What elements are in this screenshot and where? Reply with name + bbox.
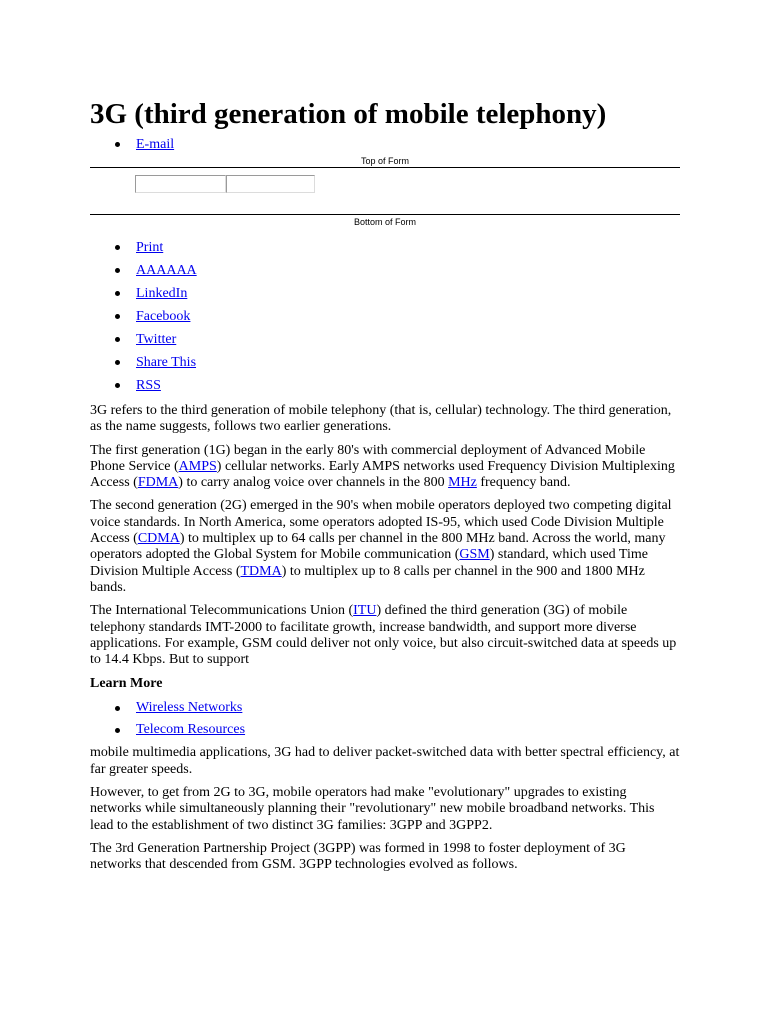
print-link[interactable]: Print [136,240,164,255]
form-input-2[interactable] [226,175,315,193]
list-item [90,719,680,741]
gsm-link[interactable]: GSM [459,547,490,563]
mhz-link[interactable]: MHz [448,475,477,491]
bottom-of-form-label: Bottom of Form [353,217,416,227]
text-span: ) standard, which used Time Division Multiple Access ( [90,547,648,579]
list-item [90,374,680,397]
rss-link[interactable]: RSS [136,378,161,393]
form-input-1[interactable] [135,175,226,193]
top-of-form-label: Top of Form [360,156,409,166]
paragraph-2g [90,498,680,596]
amps-link[interactable]: AMPS [178,458,217,474]
facebook-link[interactable]: Facebook [136,309,191,324]
paragraph-3gpp: The 3rd Generation Partnership Project (3GPP) was formed in 1998 to foster deployment of 3G networks that descended from GSM. 3GPP technologies evolved as follows. [90,840,626,873]
text-span: frequency band. [476,475,571,491]
form-area [90,168,680,214]
paragraph-3g-itu [90,603,680,668]
article [90,96,680,881]
list-item [90,697,680,719]
twitter-link[interactable]: Twitter [136,332,177,347]
share-list [90,236,680,397]
text-span: ) to carry analog voice over channels in the 800 [178,475,449,491]
list-item [90,136,680,154]
tdma-link[interactable]: TDMA [240,563,282,579]
wireless-networks-link[interactable]: Wireless Networks [136,700,243,716]
text-size-link[interactable]: AAAAAA [136,263,197,278]
learn-more-list [90,697,680,741]
email-list [90,136,680,154]
paragraph-multimedia: mobile multimedia applications, 3G had to deliver packet-switched data with better spectral efficiency, at far greater speeds. [90,745,680,777]
learn-more-heading: Learn More [90,676,163,692]
text-span: The International Telecommunications Union ( [90,603,354,619]
paragraph-intro: 3G refers to the third generation of mobile telephony (that is, cellular) technology. The third generation, as the name suggests, follows two earlier generations. [90,403,672,435]
paragraph-1g [90,443,680,492]
text-span: ) to multiplex up to 64 calls per channel in the 800 MHz band. Across the world, many operators adopted the Global System for Mobile communication ( [90,531,666,563]
cdma-link[interactable]: CDMA [137,531,180,547]
paragraph-evolution: However, to get from 2G to 3G, mobile operators had make "evolutionary" upgrades to existing networks while simultaneously planning their "revolutionary" new mobile broadband networks. This lead to the establishment of two distinct 3G families: 3GPP and 3GPP2. [90,785,655,833]
text-span: ) defined the third generation (3G) of mobile telephony standards IMT-2000 to facilitate growth, increase bandwidth, and support more diverse applications. For example, GSM could deliver not only voice, but also circuit-switched data at speeds up to 14.4 Kbps. But to support [90,603,677,668]
email-link[interactable]: E-mail [136,137,175,152]
fdma-link[interactable]: FDMA [137,475,179,491]
list-item [90,236,680,259]
form-bottom-divider [90,214,680,215]
text-span: The second generation (2G) emerged in the 90's when mobile operators deployed two competing digital voice standards. In North America, some operators adopted IS-95, which used Code Division Multiple Access ( [90,498,672,547]
list-item [90,351,680,374]
list-item [90,328,680,351]
linkedin-link[interactable]: LinkedIn [136,286,188,301]
share-this-link[interactable]: Share This [136,355,197,370]
itu-link[interactable]: ITU [353,603,377,619]
text-span: The first generation (1G) began in the early 80's with commercial deployment of Advanced Mobile Phone Service ( [90,442,646,474]
list-item [90,259,680,282]
text-span: ) to multiplex up to 8 calls per channel in the 900 and 1800 MHz bands. [90,563,645,595]
page-title: 3G (third generation of mobile telephony) [90,98,607,130]
list-item [90,305,680,328]
list-item [90,282,680,305]
text-span: ) cellular networks. Early AMPS networks used Frequency Division Multiplexing Access ( [90,458,675,491]
telecom-resources-link[interactable]: Telecom Resources [136,722,246,738]
